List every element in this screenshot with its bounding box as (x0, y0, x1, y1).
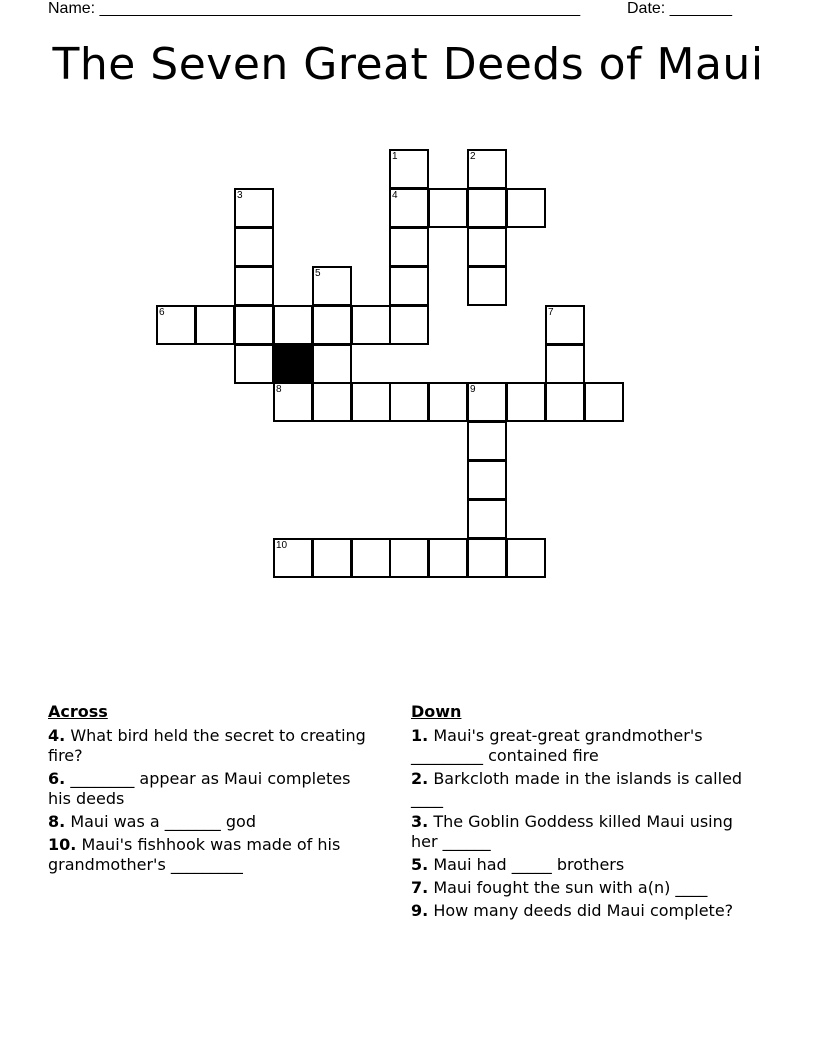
clue-number-label: 9 (470, 384, 476, 395)
clue-number: 7. (411, 878, 429, 897)
clue-text: The Goblin Goddess killed Maui using her ______ (411, 812, 733, 851)
grid-cell[interactable] (467, 227, 507, 267)
grid-cell[interactable] (545, 382, 585, 422)
grid-cell[interactable] (312, 538, 352, 578)
grid-cell[interactable] (506, 188, 546, 228)
clue-number-label: 1 (392, 151, 398, 162)
grid-cell[interactable] (467, 460, 507, 500)
grid-cell[interactable] (234, 266, 274, 306)
date-field-label: Date: _______ (627, 0, 732, 17)
grid-cell[interactable] (467, 421, 507, 461)
clue-down-9 (411, 901, 756, 921)
clue-number-label: 5 (315, 268, 321, 279)
clue-number-label: 8 (276, 384, 282, 395)
clue-text: Maui's fishhook was made of his grandmother's _________ (48, 835, 341, 874)
grid-cell[interactable] (351, 538, 391, 578)
grid-cell[interactable] (389, 227, 429, 267)
clue-down-2 (411, 769, 756, 809)
across-clues (48, 702, 378, 878)
clue-number: 2. (411, 769, 429, 788)
down-clues (411, 702, 756, 924)
grid-cell[interactable] (273, 538, 313, 578)
page-title: The Seven Great Deeds of Maui (52, 39, 764, 90)
clue-text: What bird held the secret to creating fire? (48, 726, 366, 765)
clue-text: Maui had _____ brothers (433, 855, 625, 874)
grid-cell[interactable] (584, 382, 624, 422)
grid-cell[interactable] (389, 382, 429, 422)
grid-cell[interactable] (467, 538, 507, 578)
grid-cell[interactable] (467, 499, 507, 539)
name-field-label: Name: ______________________________________________________ (48, 0, 581, 17)
grid-cell[interactable] (389, 305, 429, 345)
clue-across-4 (48, 726, 378, 766)
grid-cell[interactable] (545, 305, 585, 345)
clue-number: 10. (48, 835, 77, 854)
grid-cell[interactable] (428, 538, 468, 578)
grid-cell[interactable] (467, 266, 507, 306)
clue-text: Maui was a _______ god (70, 812, 256, 831)
clue-number-label: 10 (276, 540, 288, 551)
grid-cell[interactable] (312, 305, 352, 345)
grid-cell[interactable] (506, 538, 546, 578)
clue-text: Barkcloth made in the islands is called ____ (411, 769, 743, 808)
grid-cell[interactable] (195, 305, 235, 345)
grid-cell[interactable] (156, 305, 196, 345)
grid-cell[interactable] (389, 266, 429, 306)
clue-down-1 (411, 726, 756, 766)
clue-number-label: 7 (548, 307, 554, 318)
grid-cell[interactable] (389, 538, 429, 578)
black-cell (273, 344, 313, 384)
clue-down-7 (411, 878, 756, 898)
clue-text: How many deeds did Maui complete? (433, 901, 734, 920)
clue-number-label: 3 (237, 190, 243, 201)
grid-cell[interactable] (312, 266, 352, 306)
grid-cell[interactable] (234, 305, 274, 345)
clue-text: Maui's great-great grandmother's _________ contained fire (411, 726, 703, 765)
clue-across-6 (48, 769, 378, 809)
grid-cell[interactable] (389, 149, 429, 189)
clue-text: Maui fought the sun with a(n) ____ (433, 878, 708, 897)
clue-number: 4. (48, 726, 66, 745)
clue-across-8 (48, 812, 378, 832)
clue-down-3 (411, 812, 756, 852)
grid-cell[interactable] (467, 149, 507, 189)
clue-number: 1. (411, 726, 429, 745)
grid-cell[interactable] (467, 382, 507, 422)
grid-cell[interactable] (389, 188, 429, 228)
down-heading: Down (411, 702, 462, 721)
grid-cell[interactable] (428, 188, 468, 228)
clue-number-label: 6 (159, 307, 165, 318)
clue-down-5 (411, 855, 756, 875)
grid-cell[interactable] (234, 227, 274, 267)
grid-cell[interactable] (273, 382, 313, 422)
clue-number: 3. (411, 812, 429, 831)
clue-text: ________ appear as Maui completes his deeds (48, 769, 351, 808)
clue-across-10 (48, 835, 378, 875)
grid-cell[interactable] (351, 382, 391, 422)
clue-number-label: 4 (392, 190, 398, 201)
grid-cell[interactable] (428, 382, 468, 422)
clue-number: 9. (411, 901, 429, 920)
grid-cell[interactable] (312, 344, 352, 384)
grid-cell[interactable] (312, 382, 352, 422)
grid-cell[interactable] (467, 188, 507, 228)
grid-cell[interactable] (234, 344, 274, 384)
grid-cell[interactable] (545, 344, 585, 384)
grid-cell[interactable] (506, 382, 546, 422)
grid-cell[interactable] (234, 188, 274, 228)
clue-number: 6. (48, 769, 66, 788)
grid-cell[interactable] (351, 305, 391, 345)
clue-number: 5. (411, 855, 429, 874)
clue-number-label: 2 (470, 151, 476, 162)
grid-cell[interactable] (273, 305, 313, 345)
across-heading: Across (48, 702, 108, 721)
clue-number: 8. (48, 812, 66, 831)
